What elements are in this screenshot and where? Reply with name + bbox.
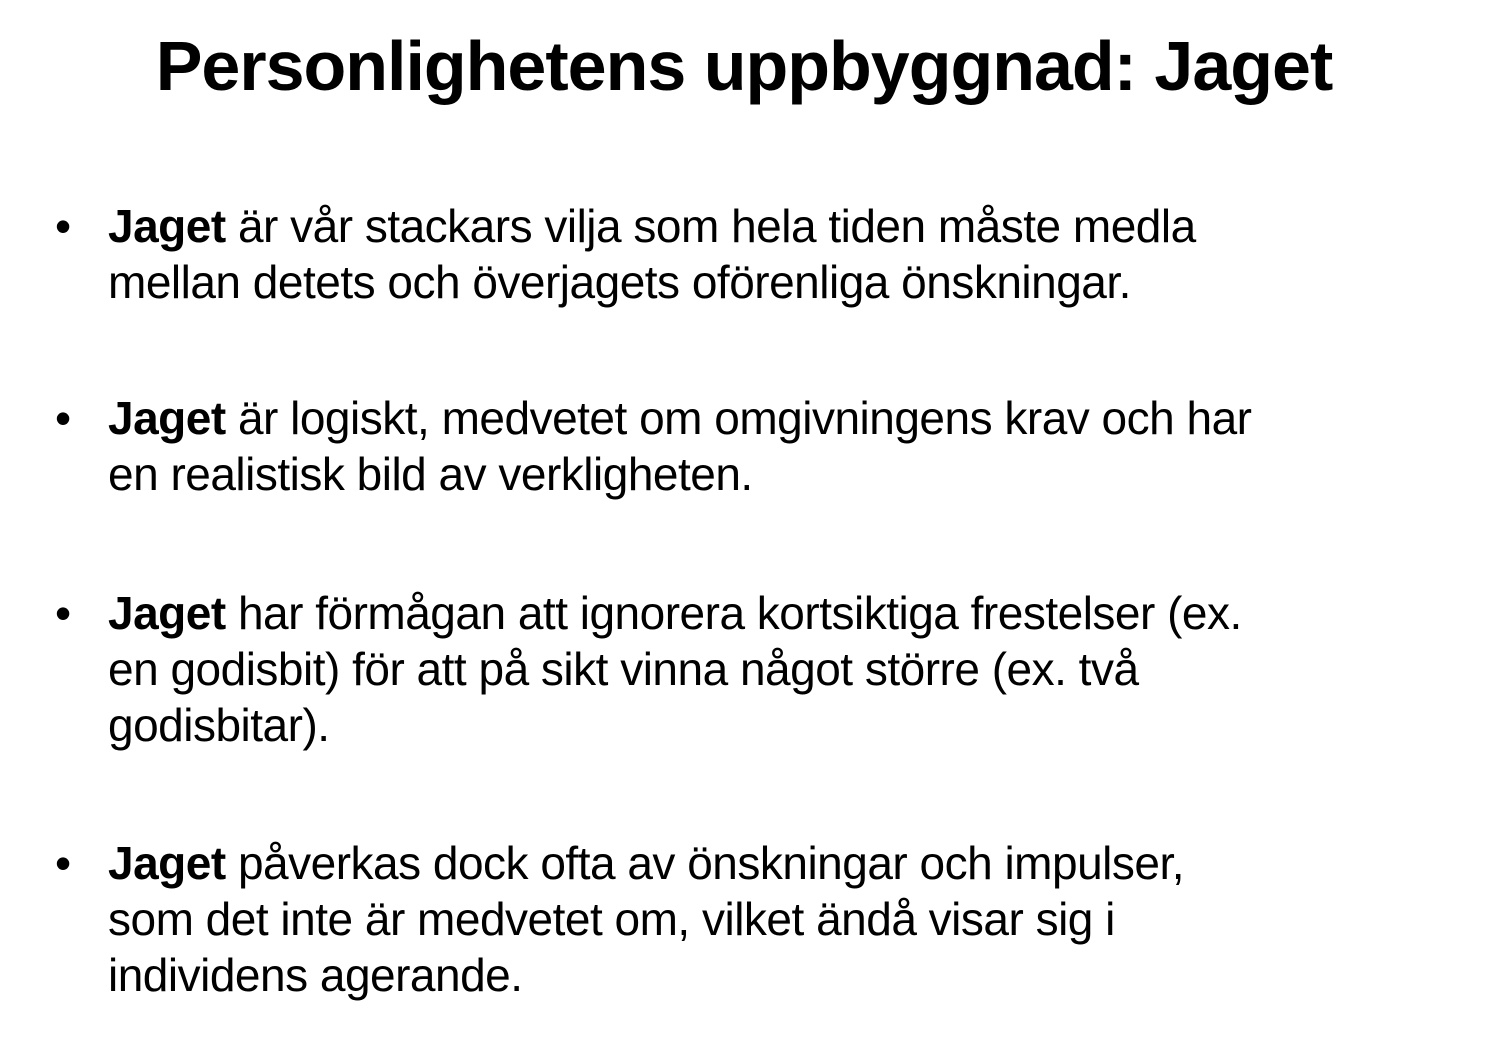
bullet-line: [108, 390, 1468, 446]
bullet-keyword: Jaget: [108, 392, 226, 444]
bullet-line: [108, 585, 1468, 641]
bullet-keyword: Jaget: [108, 587, 226, 639]
bullet-line: mellan detets och överjagets oförenliga önskningar.: [108, 256, 1131, 308]
bullet-line-text: är vår stackars vilja som hela tiden måste medla: [225, 200, 1196, 252]
bullet-icon: •: [55, 587, 72, 639]
bullet-line-text: har förmågan att ignorera kortsiktiga frestelser (ex.: [225, 587, 1242, 639]
bullet-keyword: Jaget: [108, 837, 226, 889]
bullet-text: [108, 390, 1468, 502]
slide-title: Personlighetens uppbyggnad: Jaget: [155, 27, 1333, 105]
bullet-icon: •: [55, 392, 72, 444]
bullet-text: [108, 585, 1468, 753]
bullet-line: en realistisk bild av verkligheten.: [108, 448, 753, 500]
bullet-line: individens agerande.: [108, 949, 523, 1001]
bullet-icon: •: [55, 837, 72, 889]
bullet-icon: •: [55, 200, 72, 252]
bullet-line: [108, 835, 1468, 891]
bullet-line: en godisbit) för att på sikt vinna något större (ex. två: [108, 643, 1139, 695]
bullet-line: godisbitar).: [108, 699, 330, 751]
bullet-line-text: påverkas dock ofta av önskningar och impulser,: [225, 837, 1185, 889]
bullet-line: [108, 198, 1468, 254]
bullet-line-text: är logiskt, medvetet om omgivningens krav och har: [225, 392, 1252, 444]
bullet-text: [108, 835, 1468, 1003]
bullet-line: som det inte är medvetet om, vilket ändå visar sig i: [108, 893, 1115, 945]
bullet-text: [108, 198, 1468, 310]
bullet-keyword: Jaget: [108, 200, 226, 252]
